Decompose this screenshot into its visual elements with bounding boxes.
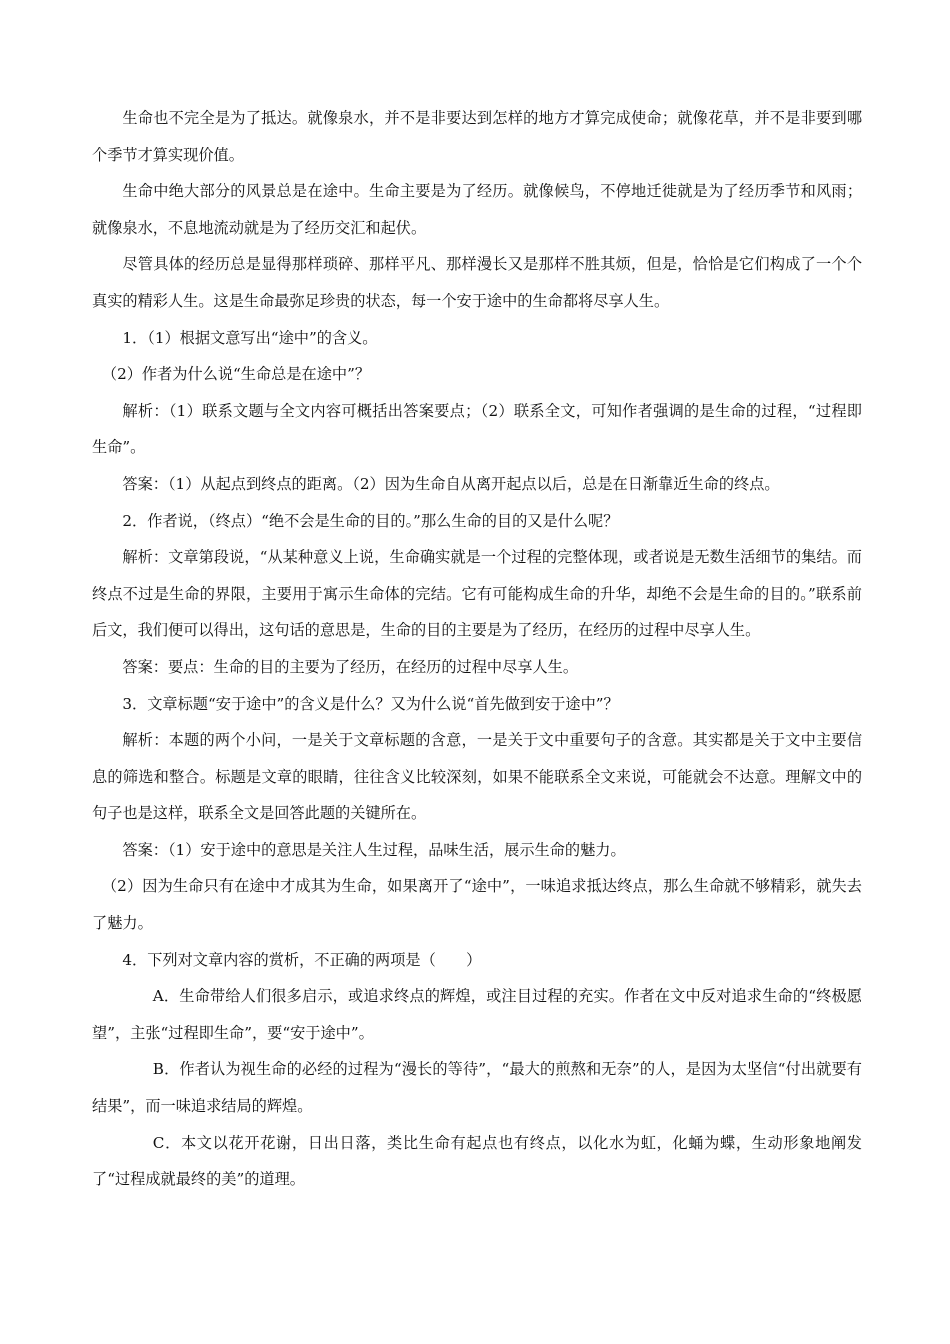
paragraph: 生命也不完全是为了抵达。就像泉水，并不是非要达到怎样的地方才算完成使命；就像花草，并不是非要到哪个季节才算实现价值。 — [92, 109, 862, 164]
question-4: 4．下列对文章内容的赏析，不正确的两项是（ ） — [122, 950, 482, 969]
question-1-part-2: （2）作者为什么说“生命总是在途中”？ — [101, 365, 371, 384]
option-b: B．作者认为视生命的必经的过程为“漫长的等待”，“最大的煎熬和无奈”的人，是因为太坚信“付出就要有结果”，而一味追求结局的辉煌。 — [92, 1060, 862, 1116]
analysis-1: 解析：（1）联系文题与全文内容可概括出答案要点；（2）联系全文，可知作者强调的是生命的过程，“过程即生命”。 — [92, 401, 862, 457]
analysis-3: 解析：本题的两个小问，一是关于文章标题的含意，一是关于文中重要句子的含意。其实都是关于文中主要信息的筛选和整合。标题是文章的眼睛，往往含义比较深刻，如果不能联系全文来说，可能就会不达意。理解文中的句子也是这样，联系全文是回答此题的关键所在。 — [92, 731, 862, 823]
option-a: A．生命带给人们很多启示，或追求终点的辉煌，或注目过程的充实。作者在文中反对追求生命的“终极愿望”，主张“过程即生命”，要“安于途中”。 — [92, 987, 862, 1042]
answer-2: 答案：要点：生命的目的主要为了经历，在经历的过程中尽享人生。 — [122, 657, 579, 676]
answer-3-part-2: （2）因为生命只有在途中才成其为生命，如果离开了“途中”，一味追求抵达终点，那么生命就不够精彩，就失去了魅力。 — [92, 877, 862, 933]
analysis-2: 解析：文章第段说，“从某种意义上说，生命确实就是一个过程的完整体现，或者说是无数生活细节的集结。而终点不过是生命的界限，主要用于寓示生命体的完结。它有可能构成生命的升华，却绝不会是生命的目的。”联系前后文，我们便可以得出，这句话的意思是，生命的目的主要是为了经历，在经历的过程中尽享人生。 — [92, 548, 862, 640]
question-1: 1．（1）根据文意写出“途中”的含义。 — [122, 328, 378, 347]
option-c: C．本文以花开花谢，日出日落，类比生命有起点也有终点，以化水为虹，化蛹为蝶，生动形象地阐发了“过程成就最终的美”的道理。 — [92, 1133, 862, 1189]
paragraph: 尽管具体的经历总是显得那样琐碎、那样平凡、那样漫长又是那样不胜其烦，但是，恰恰是它们构成了一个个真实的精彩人生。这是生命最弥足珍贵的状态，每一个安于途中的生命都将尽享人生。 — [92, 255, 862, 310]
answer-3: 答案：（1）安于途中的意思是关注人生过程，品味生活，展示生命的魅力。 — [122, 840, 626, 859]
question-2: 2．作者说，（终点）“绝不会是生命的目的。”那么生命的目的又是什么呢？ — [122, 511, 619, 530]
paragraph: 生命中绝大部分的风景总是在途中。生命主要是为了经历。就像候鸟，不停地迁徙就是为了经历季节和风雨；就像泉水，不息地流动就是为了经历交汇和起伏。 — [92, 182, 862, 237]
answer-1: 答案：（1）从起点到终点的距离。（2）因为生命自从离开起点以后，总是在日渐靠近生命的终点。 — [122, 474, 780, 493]
document-page — [92, 100, 862, 1198]
question-3: 3．文章标题“安于途中”的含义是什么？又为什么说“首先做到安于途中”？ — [122, 694, 619, 713]
